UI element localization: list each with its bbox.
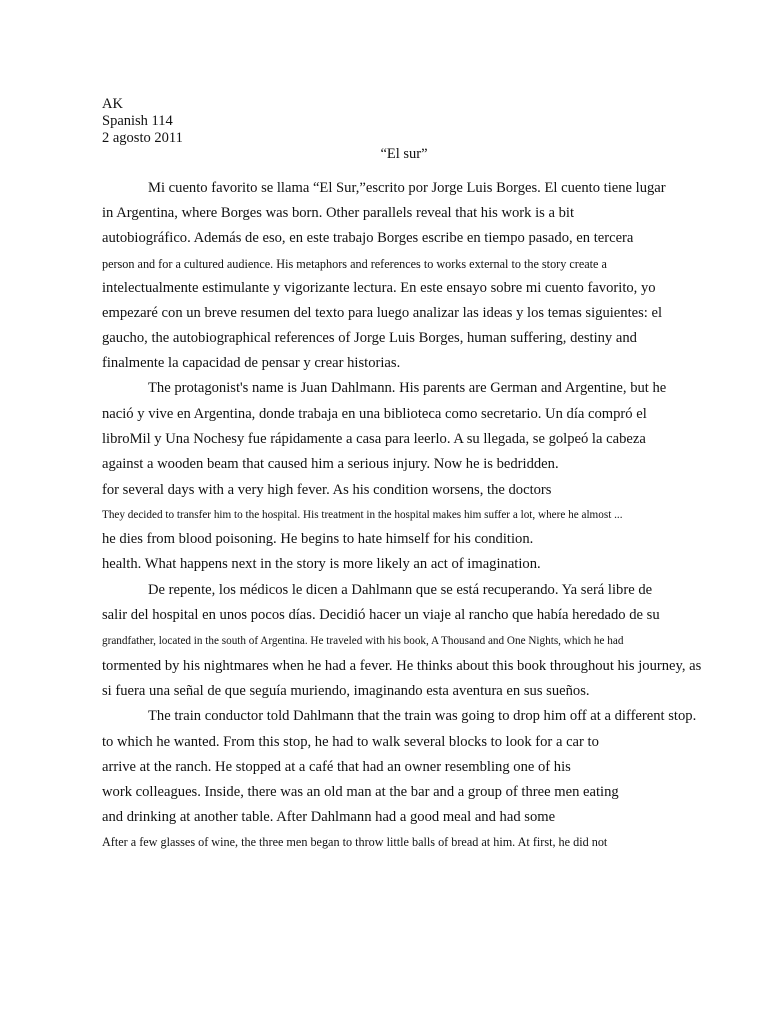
date-line: 2 agosto 2011 (102, 130, 183, 146)
text-line: against a wooden beam that caused him a serious injury. Now he is bedridden. (102, 456, 559, 472)
text-line: tormented by his nightmares when he had a fever. He thinks about this book throughout his journey, as (102, 658, 702, 674)
course-line: Spanish 114 (102, 113, 173, 129)
text-line: The train conductor told Dahlmann that the train was going to drop him off at a different stop. (148, 708, 697, 724)
text-line: They decided to transfer him to the hospital. His treatment in the hospital makes him suffer a lot, where he almost ... (102, 509, 623, 521)
text-line: he dies from blood poisoning. He begins to hate himself for his condition. (102, 531, 534, 547)
text-line: to which he wanted. From this stop, he had to walk several blocks to look for a car to (102, 734, 599, 750)
text-line: intelectualmente estimulante y vigorizante lectura. En este ensayo sobre mi cuento favorito, yo (102, 280, 656, 296)
text-line: arrive at the ranch. He stopped at a café that had an owner resembling one of his (102, 759, 571, 775)
author-line: AK (102, 96, 123, 112)
essay-title: “El sur” (380, 146, 428, 162)
text-line: for several days with a very high fever. As his condition worsens, the doctors (102, 482, 552, 498)
text-line: person and for a cultured audience. His metaphors and references to works external to the story create a (102, 257, 607, 271)
text-line: Mi cuento favorito se llama “El Sur,”escrito por Jorge Luis Borges. El cuento tiene lugar (148, 180, 666, 196)
text-line: gaucho, the autobiographical references of Jorge Luis Borges, human suffering, destiny and (102, 330, 637, 346)
text-line: autobiográfico. Además de eso, en este trabajo Borges escribe en tiempo pasado, en tercera (102, 230, 634, 246)
text-line: and drinking at another table. After Dahlmann had a good meal and had some (102, 809, 556, 825)
text-line: empezaré con un breve resumen del texto para luego analizar las ideas y los temas siguientes: el (102, 305, 663, 321)
text-line: libroMil y Una Nochesy fue rápidamente a casa para leerlo. A su llegada, se golpeó la cabeza (102, 431, 646, 447)
text-line: The protagonist's name is Juan Dahlmann. His parents are German and Argentine, but he (148, 380, 667, 396)
text-line: grandfather, located in the south of Argentina. He traveled with his book, A Thousand and One Nights, which he had (102, 635, 624, 647)
text-line: work colleagues. Inside, there was an old man at the bar and a group of three men eating (102, 784, 619, 800)
text-line: After a few glasses of wine, the three men began to throw little balls of bread at him. At first, he did not (102, 835, 608, 849)
text-line: finalmente la capacidad de pensar y crear historias. (102, 355, 401, 371)
text-line: si fuera una señal de que seguía muriendo, imaginando esta aventura en sus sueños. (102, 683, 590, 699)
text-line: salir del hospital en unos pocos días. Decidió hacer un viaje al rancho que había heredado de su (102, 607, 660, 623)
text-line: De repente, los médicos le dicen a Dahlmann que se está recuperando. Ya será libre de (148, 582, 653, 598)
text-line: in Argentina, where Borges was born. Other parallels reveal that his work is a bit (102, 205, 575, 221)
text-line: health. What happens next in the story is more likely an act of imagination. (102, 556, 541, 572)
text-line: nació y vive en Argentina, donde trabaja en una biblioteca como secretario. Un día compró el (102, 406, 647, 422)
